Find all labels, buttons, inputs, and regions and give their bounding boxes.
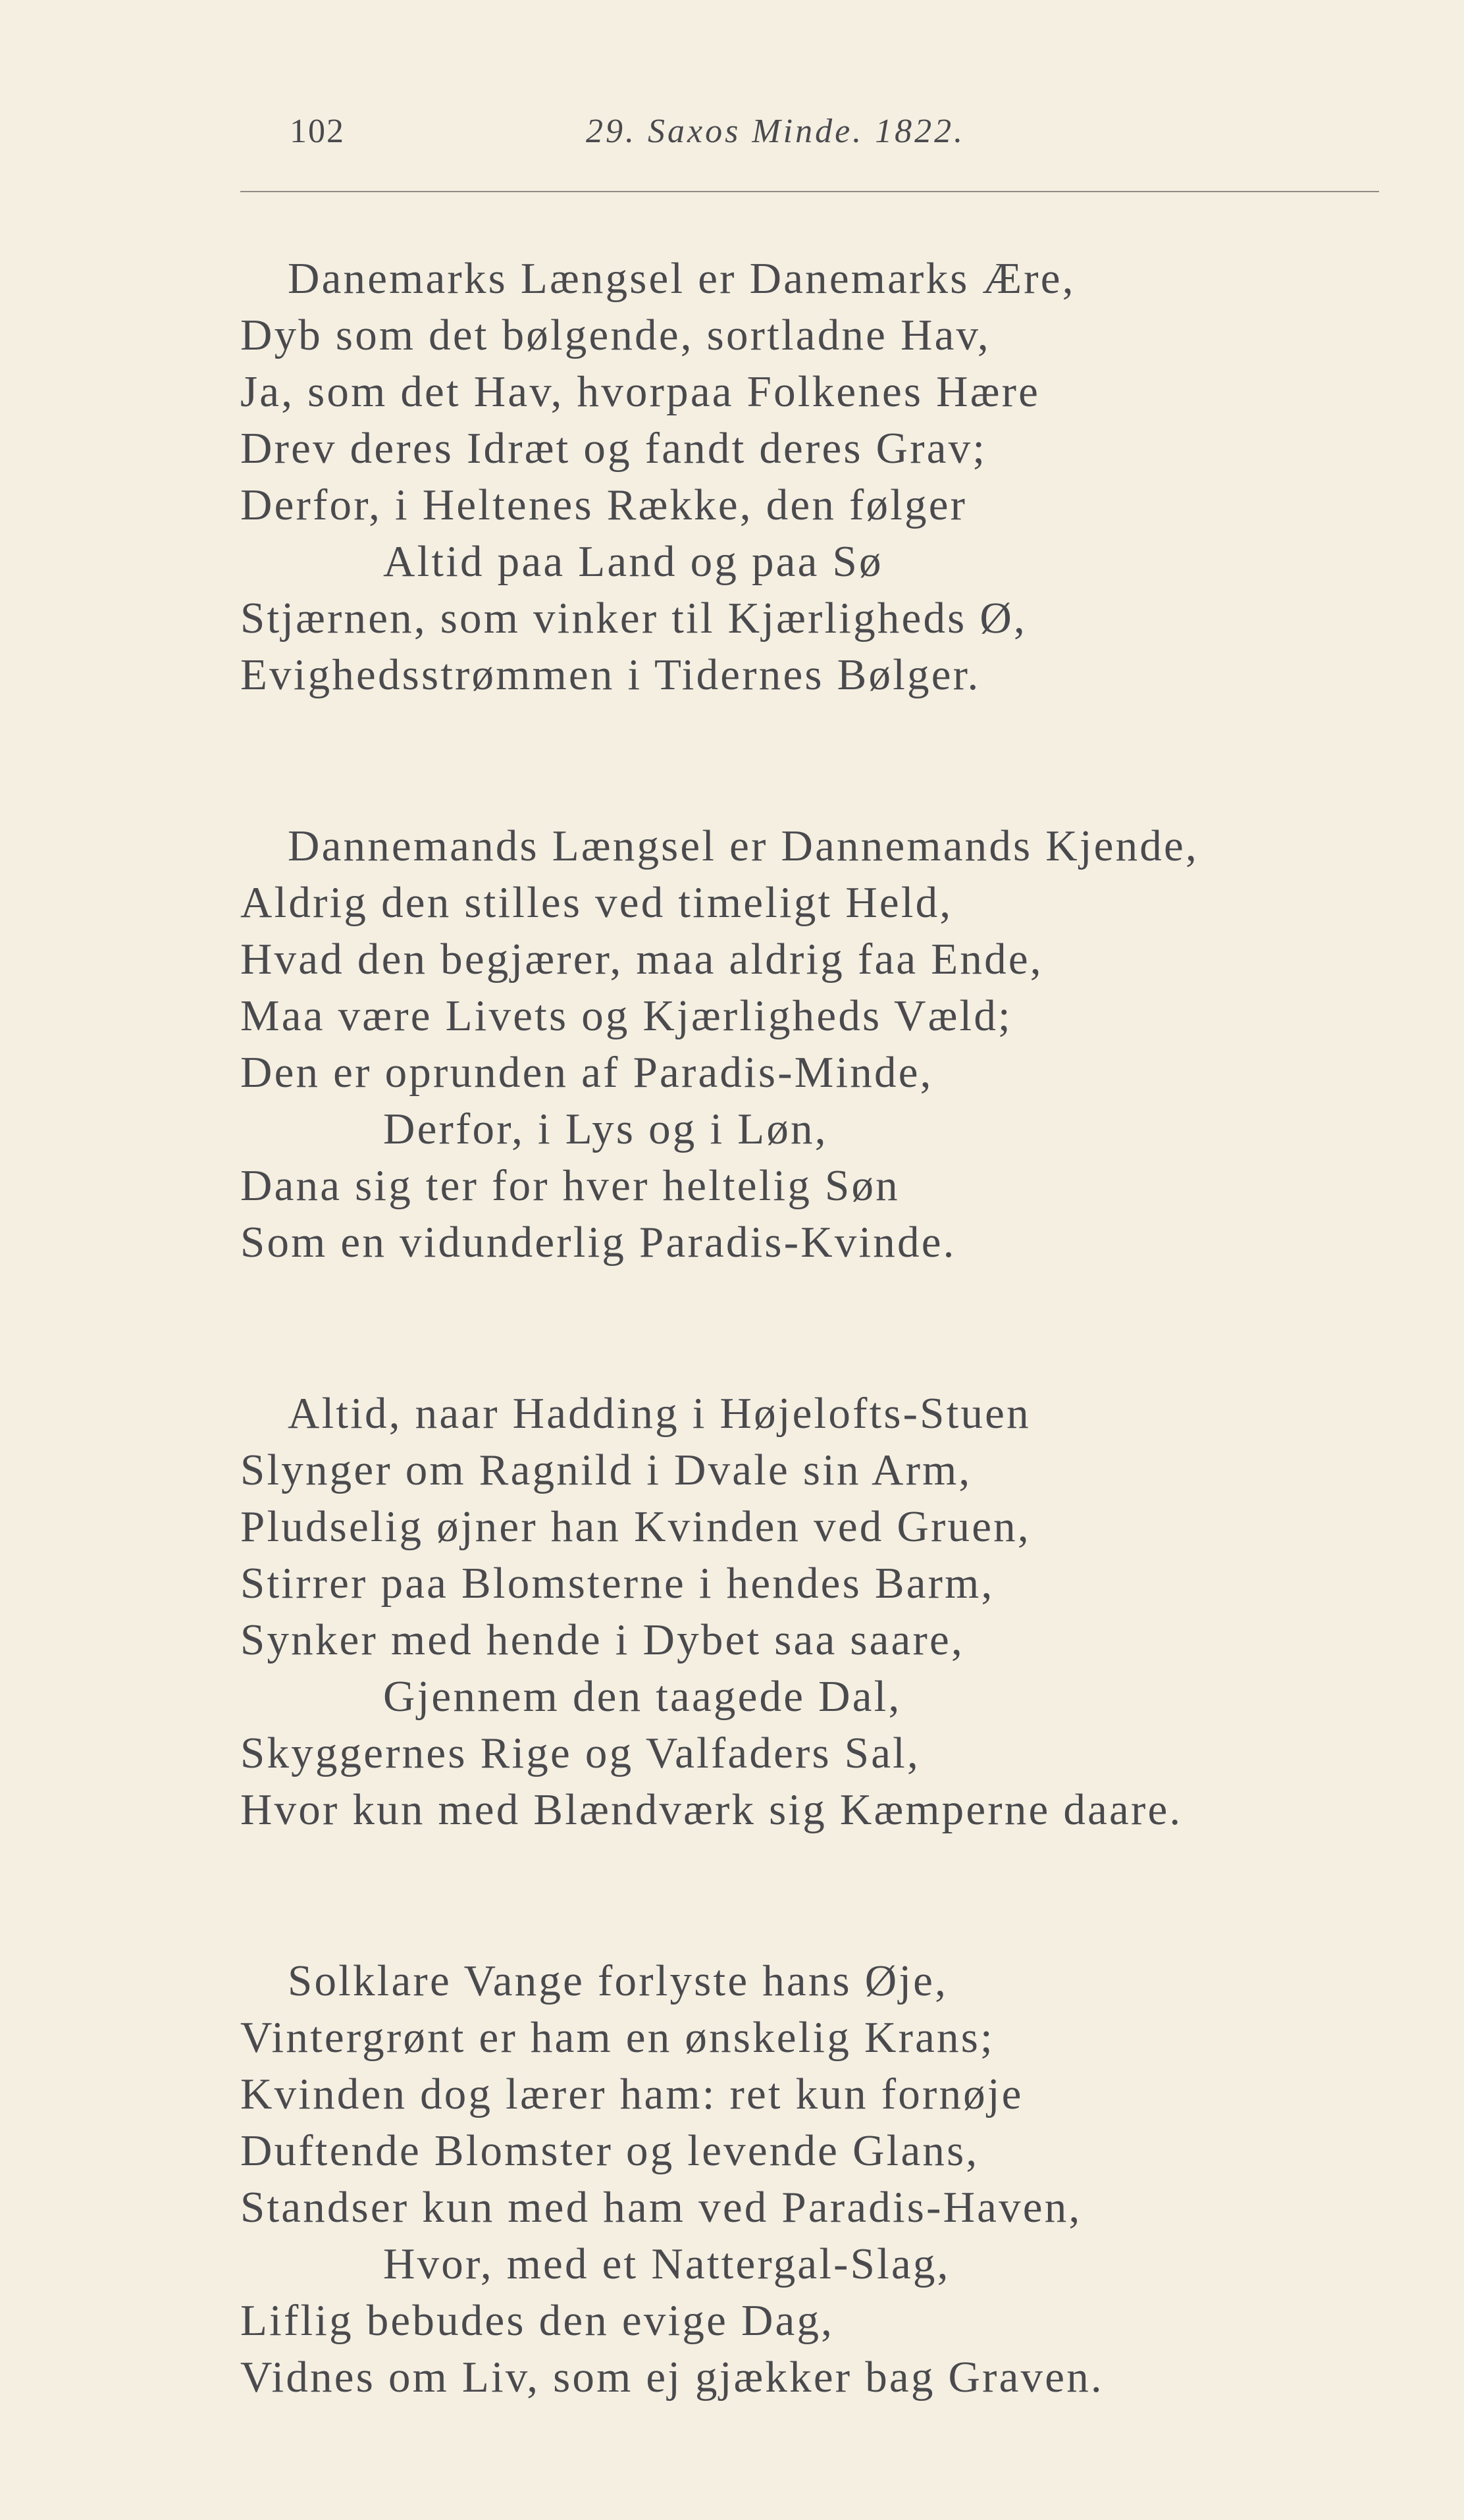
poem-line: Kvinden dog lærer ham: ret kun fornøje bbox=[240, 2070, 1024, 2118]
poem-line: Pludselig øjner han Kvinden ved Gruen, bbox=[240, 1502, 1031, 1551]
poem-line: Hvor kun med Blændværk sig Kæmperne daare. bbox=[240, 1785, 1183, 1834]
running-title: 29. Saxos Minde. 1822. bbox=[586, 113, 966, 150]
poem-line: Gjennem den taagede Dal, bbox=[383, 1672, 902, 1721]
poem-line: Danemarks Længsel er Danemarks Ære, bbox=[288, 254, 1076, 303]
poem-line: Dannemands Længsel er Dannemands Kjende, bbox=[288, 822, 1199, 870]
page-number: 102 bbox=[290, 113, 345, 150]
poem-line: Stjærnen, som vinker til Kjærligheds Ø, bbox=[240, 594, 1027, 643]
stanza-3 bbox=[240, 1385, 1425, 1838]
poem-line: Ja, som det Hav, hvorpaa Folkenes Hære bbox=[240, 367, 1041, 416]
poem-line: Vintergrønt er ham en ønskelig Krans; bbox=[240, 2013, 995, 2062]
poem-line: Den er oprunden af Paradis-Minde, bbox=[240, 1048, 933, 1097]
stanza-2 bbox=[240, 818, 1425, 1271]
poem-line: Liflig bebudes den evige Dag, bbox=[240, 2296, 835, 2345]
header-rule bbox=[240, 191, 1379, 192]
poem-line: Skyggernes Rige og Valfaders Sal, bbox=[240, 1729, 920, 1777]
poem-line: Som en vidunderlig Paradis-Kvinde. bbox=[240, 1218, 956, 1267]
poem-line: Altid, naar Hadding i Højelofts-Stuen bbox=[288, 1389, 1031, 1438]
poem-line: Duftende Blomster og levende Glans, bbox=[240, 2126, 980, 2175]
page-header bbox=[290, 112, 1224, 171]
poem-line: Hvad den begjærer, maa aldrig faa Ende, bbox=[240, 935, 1043, 984]
poem-line: Stirrer paa Blomsterne i hendes Barm, bbox=[240, 1559, 995, 1608]
poem-line: Slynger om Ragnild i Dvale sin Arm, bbox=[240, 1446, 972, 1494]
poem-line: Derfor, i Heltenes Række, den følger bbox=[240, 481, 968, 529]
poem-line: Standser kun med ham ved Paradis-Haven, bbox=[240, 2183, 1082, 2232]
stanza-1 bbox=[240, 250, 1425, 703]
poem-line: Derfor, i Lys og i Løn, bbox=[383, 1105, 828, 1153]
poem-line: Synker med hende i Dybet saa saare, bbox=[240, 1615, 964, 1664]
stanza-4 bbox=[240, 1953, 1425, 2405]
poem-line: Dana sig ter for hver heltelig Søn bbox=[240, 1161, 900, 1210]
poem-line: Evighedsstrømmen i Tidernes Bølger. bbox=[240, 650, 981, 699]
poem-line: Maa være Livets og Kjærligheds Væld; bbox=[240, 991, 1012, 1040]
poem-line: Drev deres Idræt og fandt deres Grav; bbox=[240, 424, 987, 473]
poem-line: Vidnes om Liv, som ej gjækker bag Graven. bbox=[240, 2353, 1104, 2402]
poem-line: Aldrig den stilles ved timeligt Held, bbox=[240, 878, 953, 927]
poem-line: Dyb som det bølgende, sortladne Hav, bbox=[240, 311, 991, 359]
poem-line: Altid paa Land og paa Sø bbox=[383, 537, 883, 586]
poem-line: Solklare Vange forlyste hans Øje, bbox=[288, 1956, 949, 2005]
poem-line: Hvor, med et Nattergal-Slag, bbox=[383, 2240, 951, 2288]
poem bbox=[240, 250, 1425, 2520]
